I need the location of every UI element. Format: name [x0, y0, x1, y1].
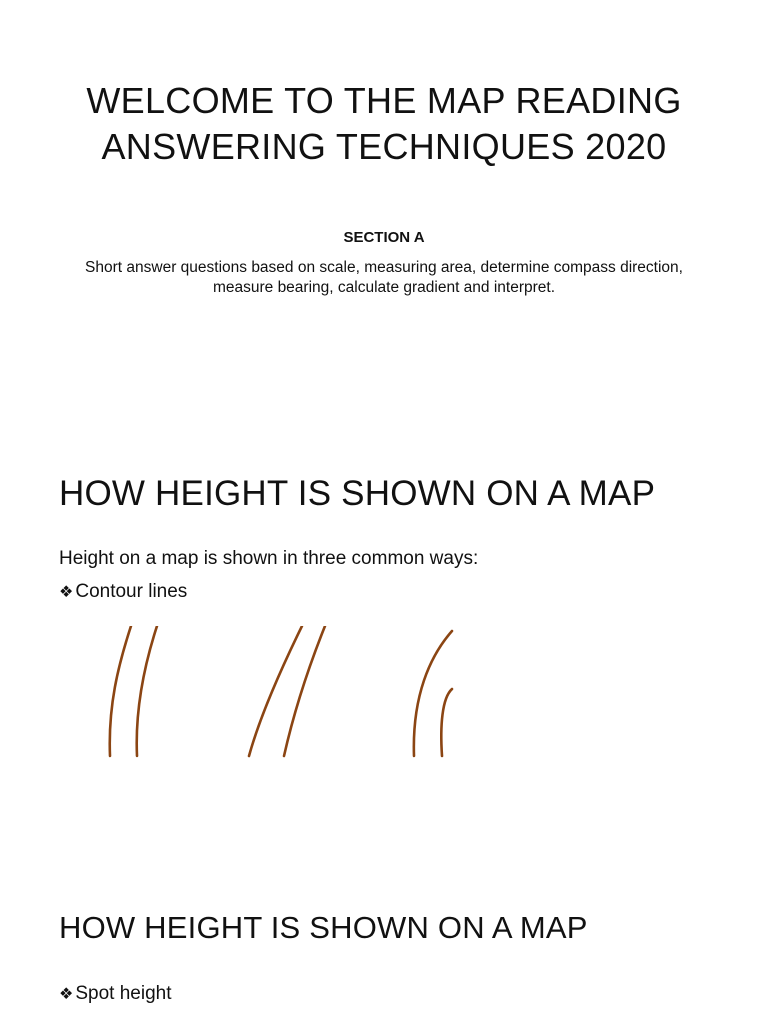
slide-heading: HOW HEIGHT IS SHOWN ON A MAP: [59, 910, 588, 945]
contour-lines-illustration: [100, 626, 480, 766]
slide-heading: HOW HEIGHT IS SHOWN ON A MAP: [59, 474, 656, 513]
spot-height-slide: [0, 900, 768, 1024]
bullet-label: Spot height: [75, 983, 172, 1004]
contour-slide: [0, 450, 768, 870]
diamond-bullet-icon: ❖: [59, 584, 74, 601]
contour-line: [414, 631, 452, 756]
bullet-spot-height: [59, 983, 171, 1005]
contour-line: [110, 626, 131, 756]
contour-line: [441, 689, 452, 756]
page-title: WELCOME TO THE MAP READING ANSWERING TECHNIQUES 2020: [86, 80, 682, 167]
title-slide: [0, 0, 768, 340]
subtitle: Short answer questions based on scale, measuring area, determine compass direction, measure bearing, calculate gradient and interpret.: [85, 259, 683, 296]
diamond-bullet-icon: ❖: [59, 986, 74, 1003]
contour-line: [137, 626, 157, 756]
bullet-label: Contour lines: [75, 581, 188, 602]
bullet-contour-lines: [59, 581, 187, 603]
contour-line: [284, 626, 325, 756]
section-label: SECTION A: [343, 229, 425, 246]
contour-line: [249, 626, 302, 756]
intro-text: Height on a map is shown in three common ways:: [59, 548, 479, 569]
